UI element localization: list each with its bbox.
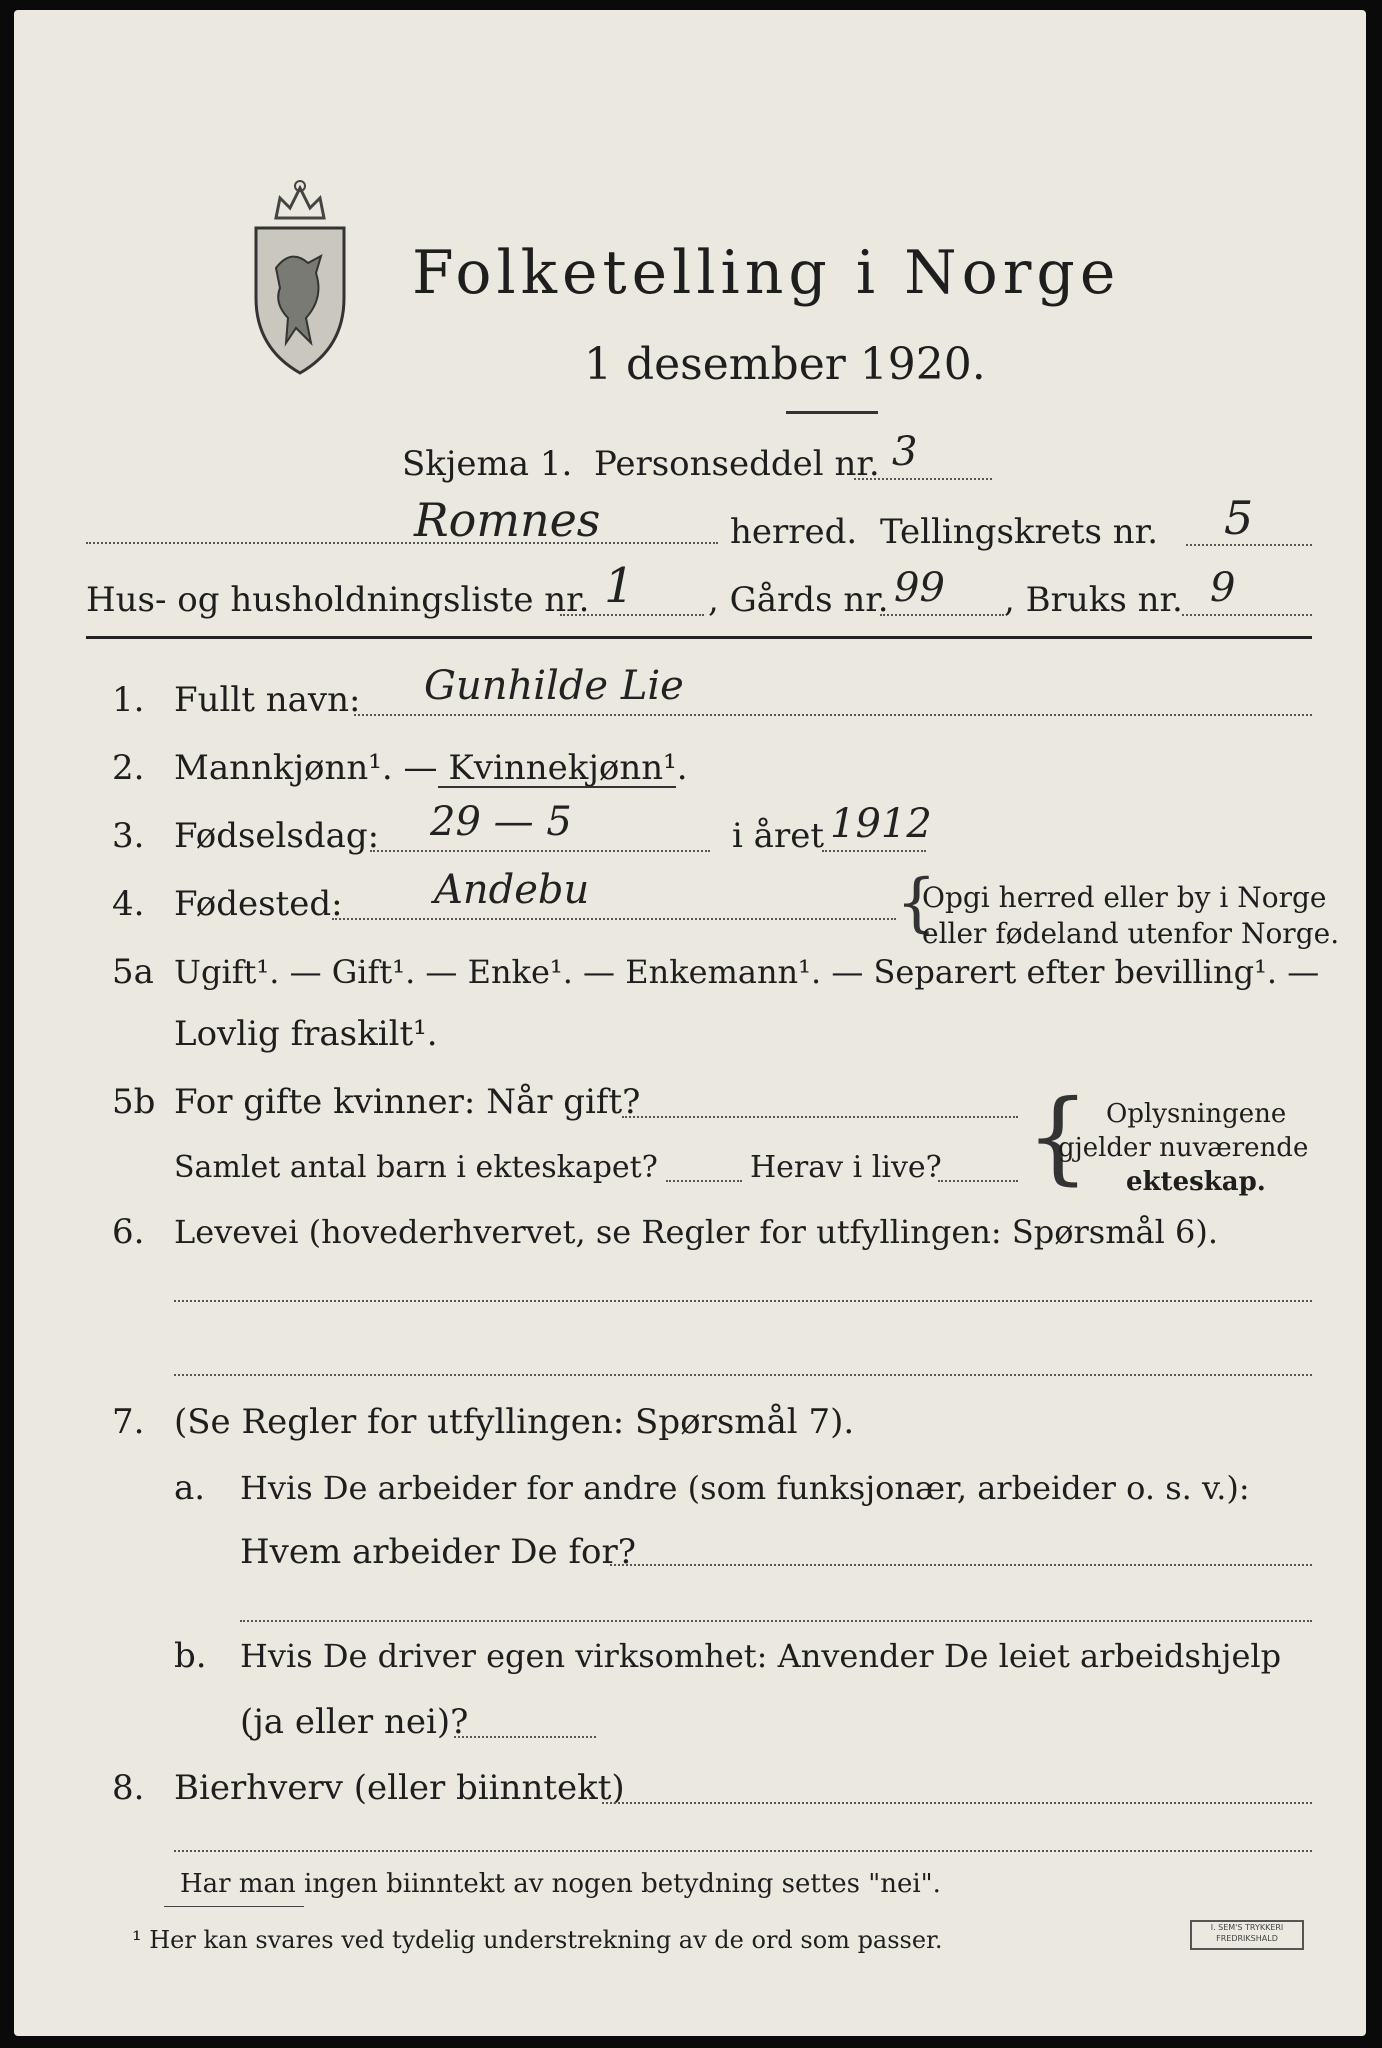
- q7b-label: Hvis De driver egen virksomhet: Anvender De leiet arbeidshjelp: [240, 1637, 1282, 1675]
- q6-field-line-2: [174, 1374, 1312, 1376]
- printer-stamp-text: I. SEM'S TRYKKERI FREDRIKSHALD: [1210, 1923, 1284, 1943]
- title-divider: [786, 411, 878, 414]
- q5b-note-line-2: gjelder nuværende: [1058, 1133, 1309, 1163]
- coat-of-arms-seal: [246, 178, 354, 378]
- q3-label: Fødselsdag:: [174, 816, 380, 856]
- q4-note-line-2: eller fødeland utenfor Norge.: [922, 917, 1340, 950]
- gards-field-line: [880, 614, 1004, 616]
- q3-field-line: [370, 850, 710, 852]
- q6-field-line-1: [174, 1300, 1312, 1302]
- herred-label: herred.: [730, 512, 858, 552]
- q5a-number: 5a: [112, 952, 154, 992]
- gards-label: , Gårds nr.: [708, 580, 889, 620]
- tellingskrets-number[interactable]: 5: [1224, 491, 1254, 545]
- q7b-field-line: [454, 1736, 596, 1738]
- q7a-field-line-2: [240, 1620, 1312, 1622]
- q4-note-brace: {: [896, 866, 937, 940]
- q6-number: 6.: [112, 1212, 145, 1252]
- q1-field-line: [354, 714, 1312, 716]
- hus-label: Hus- og husholdningsliste nr.: [86, 580, 590, 620]
- bruks-field-line: [1182, 614, 1312, 616]
- q3-number: 3.: [112, 816, 145, 856]
- footnote: ¹ Her kan svares ved tydelig understrekning av de ord som passer.: [132, 1926, 943, 1954]
- q6-label: Levevei (hovederhvervet, se Regler for utfyllingen: Spørsmål 6).: [174, 1213, 1219, 1251]
- q7-number: 7.: [112, 1402, 145, 1442]
- q4-number: 4.: [112, 884, 145, 924]
- birth-day-month-value[interactable]: 29 — 5: [430, 799, 572, 845]
- q8-field-line-2: [174, 1850, 1312, 1852]
- personseddel-field-line: [854, 478, 992, 480]
- q7a-letter: a.: [174, 1468, 206, 1508]
- q4-field-line: [332, 918, 896, 920]
- q8-number: 8.: [112, 1768, 145, 1808]
- q3-year-field-line: [822, 850, 926, 852]
- q2-label: Mannkjønn¹. — Kvinnekjønn¹.: [174, 748, 688, 788]
- q8-label: Bierhverv (eller biinntekt): [174, 1768, 625, 1808]
- census-date: 1 desember 1920.: [584, 339, 986, 390]
- q5b-married-field-line: [622, 1116, 1018, 1118]
- q7b-letter: b.: [174, 1636, 207, 1676]
- herred-field-line: [86, 542, 718, 544]
- hus-field-line: [560, 614, 704, 616]
- schema-label: Skjema 1.: [402, 444, 573, 484]
- q7a-label: Hvis De arbeider for andre (som funksjonær, arbeider o. s. v.):: [240, 1469, 1250, 1507]
- hus-number[interactable]: 1: [604, 558, 635, 614]
- bruks-number[interactable]: 9: [1210, 565, 1236, 611]
- q5a-label: Ugift¹. — Gift¹. — Enke¹. — Enkemann¹. — Separert efter bevilling¹. —: [174, 953, 1320, 991]
- q7a-field-line-1: [610, 1564, 1312, 1566]
- q1-label: Fullt navn:: [174, 680, 361, 720]
- q5b-children-label: Samlet antal barn i ekteskapet?: [174, 1150, 658, 1185]
- birth-year-value[interactable]: 1912: [830, 801, 932, 847]
- q5b-number: 5b: [112, 1082, 156, 1122]
- q5b-children-field-line: [666, 1180, 742, 1182]
- birthplace-value[interactable]: Andebu: [434, 867, 590, 913]
- q5b-note-line-1: Oplysningene: [1106, 1099, 1287, 1129]
- q2-number: 2.: [112, 748, 145, 788]
- form-title: Folketelling i Norge: [412, 238, 1121, 308]
- tellingskrets-label: Tellingskrets nr.: [880, 512, 1159, 552]
- q5b-label: For gifte kvinner: Når gift?: [174, 1082, 641, 1122]
- printer-stamp: [1190, 1920, 1304, 1950]
- q1-number: 1.: [112, 680, 145, 720]
- footer-rule: [164, 1906, 304, 1907]
- q2-underline-kvinnekjonn: [438, 786, 676, 788]
- q5b-alive-label: Herav i live?: [750, 1150, 942, 1185]
- census-form: [14, 10, 1366, 2036]
- q8-field-line-1: [602, 1802, 1312, 1804]
- q5b-alive-field-line: [938, 1180, 1018, 1182]
- header-rule: [86, 636, 1312, 639]
- q4-label: Fødested:: [174, 884, 343, 924]
- q5b-note-brace: {: [1026, 1078, 1090, 1195]
- bruks-label: , Bruks nr.: [1004, 580, 1183, 620]
- herred-name[interactable]: Romnes: [414, 493, 601, 547]
- q3-year-label: i året: [732, 816, 824, 856]
- q4-note-line-1: Opgi herred eller by i Norge: [922, 881, 1327, 914]
- q7b-answer-label: (ja eller nei)?: [240, 1702, 469, 1742]
- personseddel-label: Personseddel nr.: [594, 444, 880, 484]
- q8-note: Har man ingen biinntekt av nogen betydning settes "nei".: [180, 1869, 941, 1899]
- q5a-label-line-2: Lovlig fraskilt¹.: [174, 1014, 438, 1054]
- q5b-note-line-3: ekteskap.: [1126, 1167, 1266, 1197]
- gards-number[interactable]: 99: [894, 565, 945, 611]
- q7-label: (Se Regler for utfyllingen: Spørsmål 7).: [174, 1402, 855, 1442]
- full-name-value[interactable]: Gunhilde Lie: [424, 663, 684, 709]
- q7a-employer-label: Hvem arbeider De for?: [240, 1532, 636, 1572]
- personseddel-number[interactable]: 3: [892, 429, 918, 475]
